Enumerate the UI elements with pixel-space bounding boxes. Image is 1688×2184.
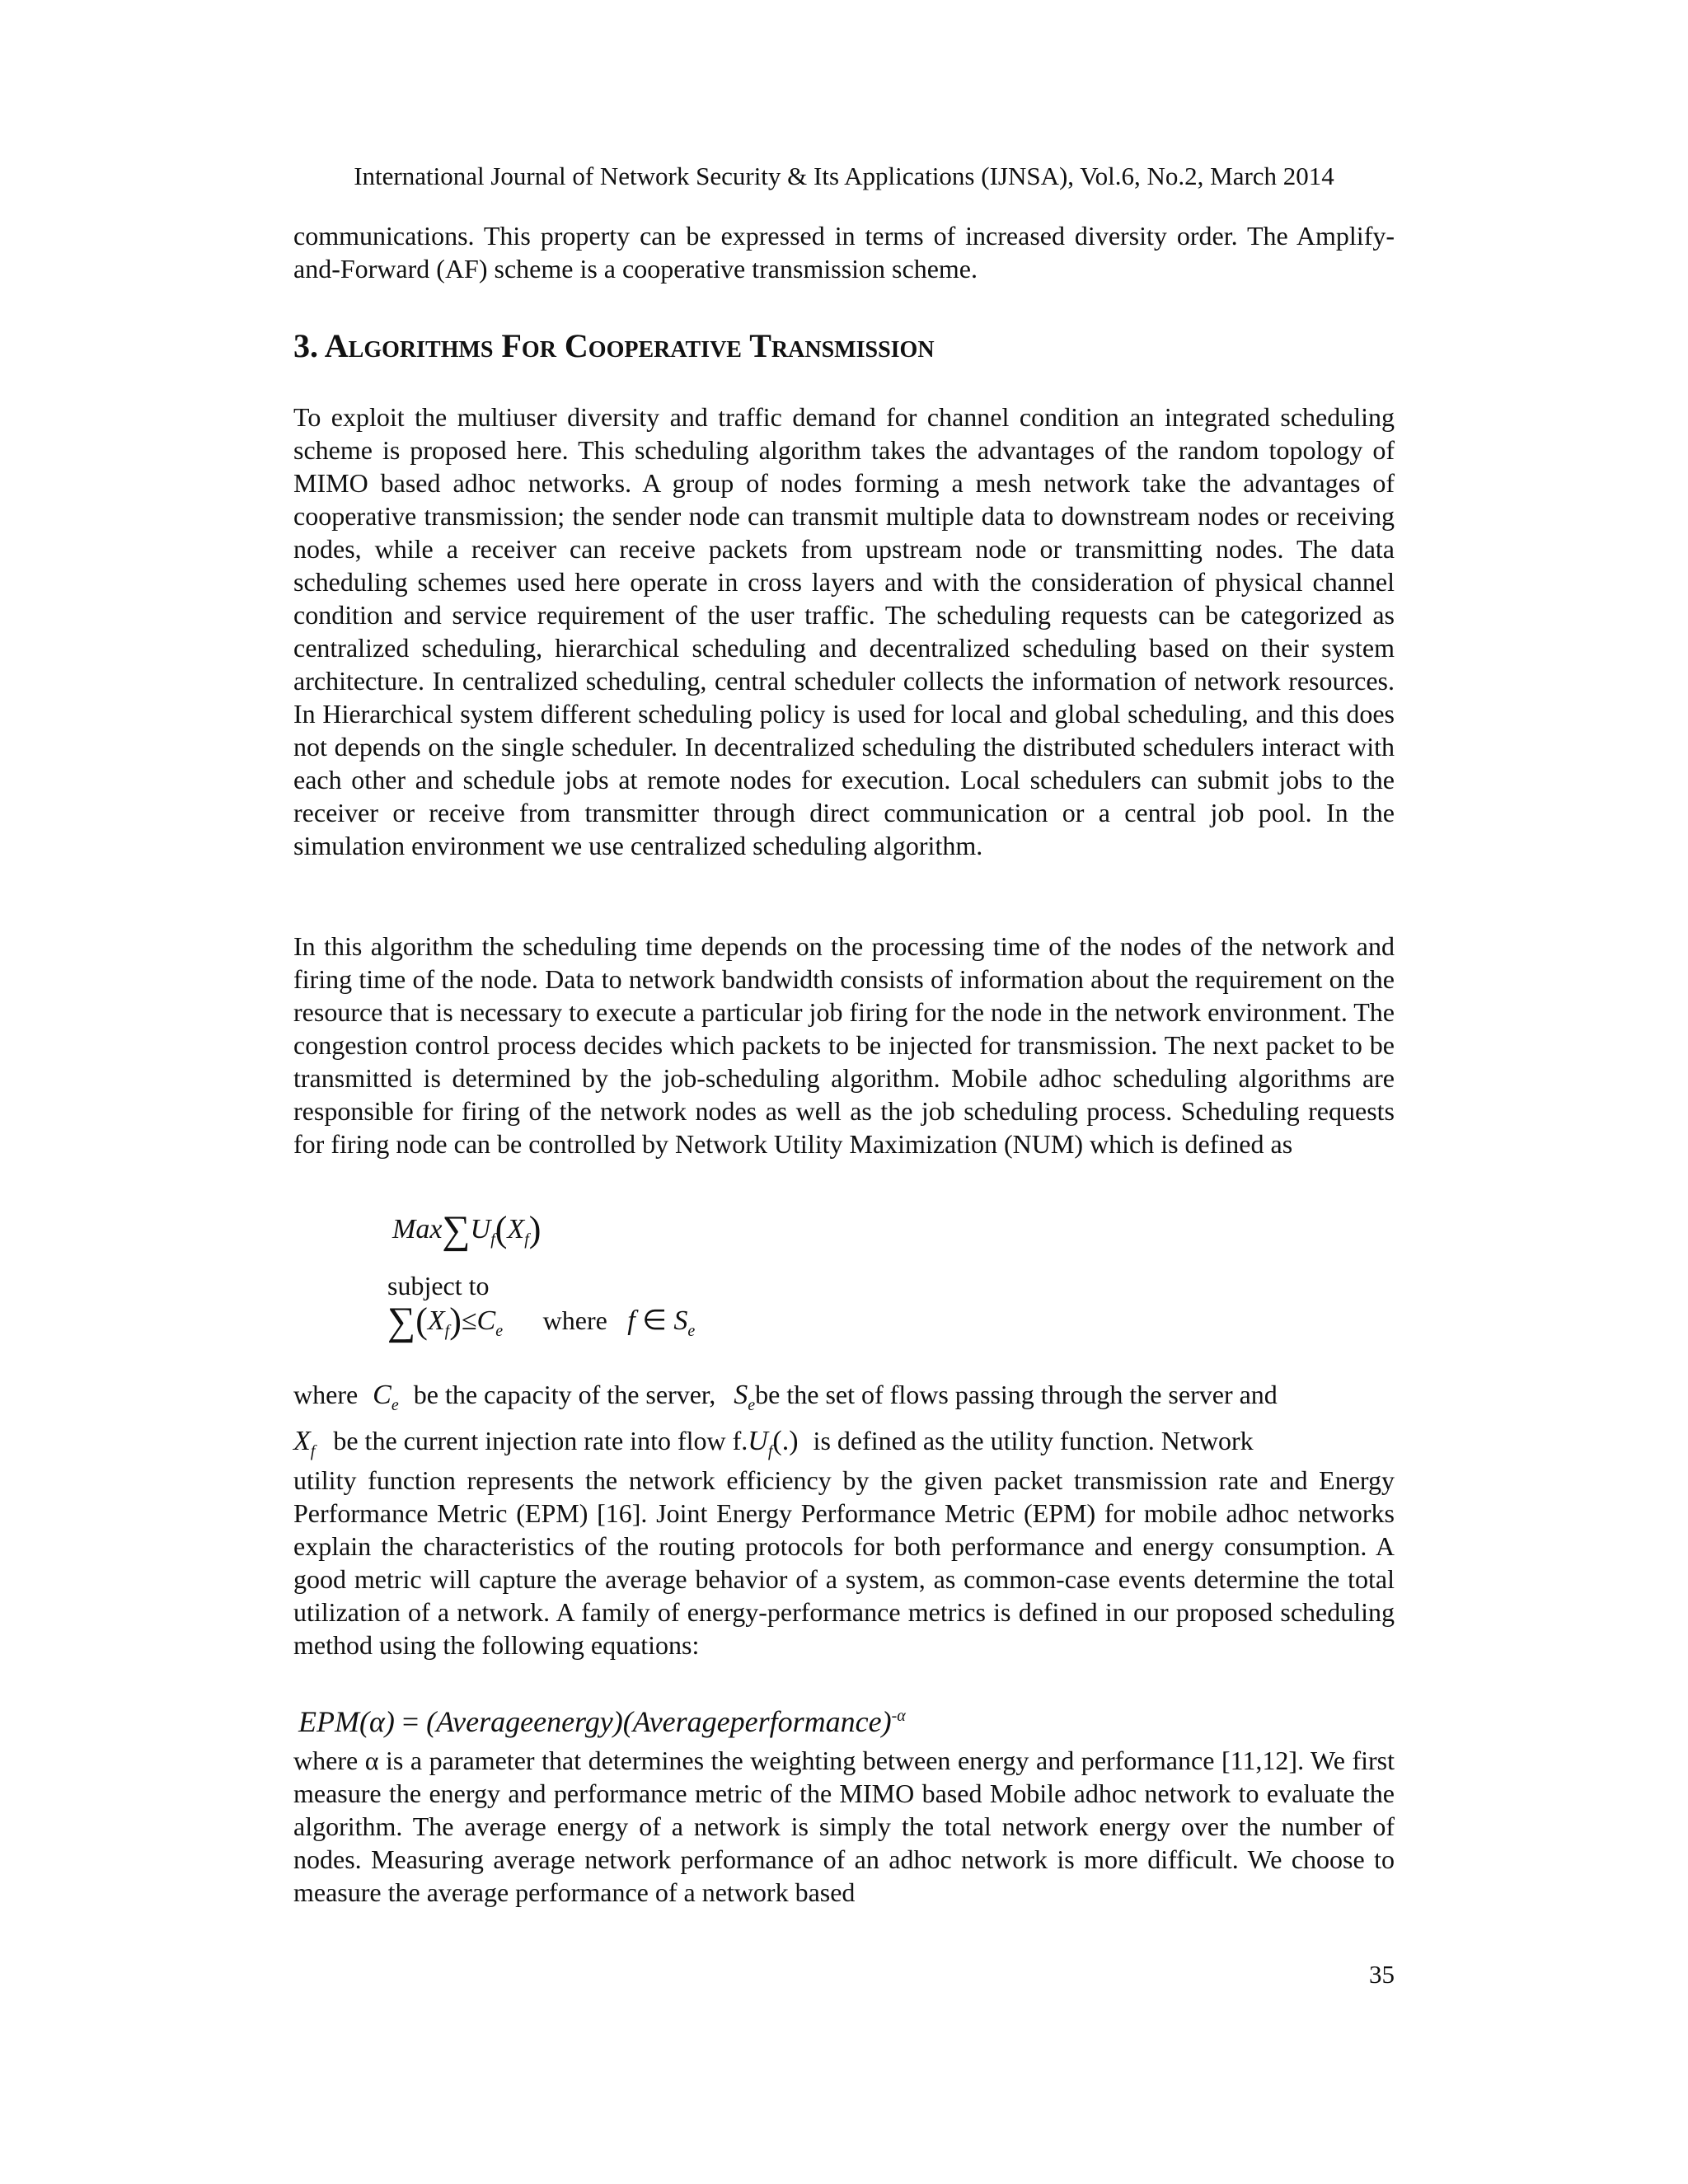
symbol-c: C (373, 1380, 392, 1410)
eq-lparen: ( (495, 1209, 508, 1249)
constraint-elem-of: ∈ (642, 1305, 667, 1336)
intro-paragraph: communications. This property can be expressed in terms of increased diversity order. The Amplify-and-Forward (AF) scheme is a cooperative transmission scheme. (293, 221, 1395, 284)
eq-sum-symbol: ∑ (442, 1208, 471, 1252)
symbol-x: X (293, 1426, 311, 1456)
paragraph-where-line-1 (293, 1378, 1395, 1422)
constraint-sub-f: f (444, 1321, 450, 1340)
symbol-u: U (748, 1426, 768, 1456)
capacity-text: be the capacity of the server, (413, 1380, 716, 1409)
symbol-s-sub: e (748, 1395, 756, 1414)
running-header: International Journal of Network Security & Its Applications (IJNSA), Vol.6, No.2, March 2014 (354, 162, 1334, 190)
constraint-s-sub-e: e (687, 1321, 696, 1340)
constraint-f: f (627, 1305, 635, 1336)
epm-lhs: EPM (298, 1705, 359, 1738)
symbol-u-sub: f (767, 1441, 773, 1460)
eq-max: Max (392, 1214, 443, 1244)
paragraph-where-line-2 (293, 1424, 1395, 1468)
symbol-c-e (373, 1380, 399, 1414)
epm-average-energy: (Averageenergy) (426, 1705, 623, 1738)
flows-text: be the set of flows passing through the server and (755, 1380, 1278, 1409)
utility-text: is defined as the utility function. Network (813, 1426, 1254, 1455)
symbol-s: S (734, 1380, 748, 1410)
eq-sub-f-2: f (524, 1230, 529, 1249)
constraint-sum-symbol: ∑ (387, 1300, 416, 1343)
page-number: 35 (1369, 1960, 1395, 1989)
constraint-lparen: ( (415, 1301, 428, 1341)
symbol-x-sub: f (310, 1441, 316, 1460)
paragraph-alpha-parameter: where α is a parameter that determines the weighting between energy and performance [11,12]. We first measure the energy and performance metric of the MIMO based Mobile adhoc network to evaluate the algorithm. The average energy of a network is simply the total network energy over the number of nodes. Measuring average network performance of an adhoc network is more difficult. We choose to measure the average performance of a network based (293, 1746, 1395, 1907)
eq-x: X (507, 1214, 525, 1244)
epm-average-performance: (Averageperformance) (622, 1705, 892, 1738)
constraint-s: S (673, 1305, 688, 1336)
section-heading: 3. Algorithms For Cooperative Transmission (293, 327, 935, 364)
equation-num-constraint (387, 1302, 695, 1349)
injection-text: be the current injection rate into flow f. (333, 1426, 748, 1455)
constraint-c: C (476, 1305, 496, 1336)
equation-epm (298, 1698, 906, 1740)
eq-rparen: ) (528, 1209, 542, 1249)
paragraph-utility-function: utility function represents the network efficiency by the given packet transmission rate and Energy Performance Metric (EPM) [16]. Joint Energy Performance Metric (EPM) for mobile adhoc networks explain the characteristics of the routing protocols for both performance and energy consumption. A good metric will capture the average behavior of a system, as common-case events determine the total utilization of a network. A family of energy-performance metrics is defined in our proposed scheduling method using the following equations: (293, 1465, 1395, 1660)
symbol-u-f (748, 1426, 799, 1460)
symbol-s-e (734, 1380, 756, 1414)
eq-sub-f: f (490, 1230, 495, 1249)
eq-u: U (470, 1214, 491, 1244)
constraint-where: where (542, 1305, 607, 1335)
equation-num-objective (392, 1208, 542, 1258)
symbol-u-arg: (.) (772, 1426, 799, 1456)
paragraph-scheduling-time: In this algorithm the scheduling time depends on the processing time of the nodes of the network and firing time of the node. Data to network bandwidth consists of information about the requirement on the resource that is necessary to execute a particular job firing for the node in the network environment. The congestion control process decides which packets to be injected for transmission. The next packet to be transmitted is determined by the job-scheduling algorithm. Mobile adhoc scheduling algorithms are responsible for firing of the network nodes as well as the job scheduling process. Scheduling requests for firing node can be controlled by Network Utility Maximization (NUM) which is defined as (293, 931, 1395, 1159)
constraint-x: X (427, 1305, 445, 1336)
constraint-leq: ≤ (461, 1305, 477, 1336)
symbol-c-sub: e (391, 1395, 399, 1414)
epm-exponent: -α (891, 1707, 906, 1725)
epm-alpha-arg: (α) (359, 1705, 395, 1738)
where-word: where (293, 1380, 359, 1409)
constraint-sub-e: e (495, 1321, 504, 1340)
epm-equals: = (401, 1705, 420, 1738)
subject-to-label: subject to (387, 1271, 490, 1301)
constraint-rparen: ) (449, 1301, 462, 1341)
paragraph-scheduling-overview: To exploit the multiuser diversity and traffic demand for channel condition an integrated scheduling scheme is proposed here. This scheduling algorithm takes the advantages of the random topology of MIMO based adhoc networks. A group of nodes forming a mesh network take the advantages of cooperative transmission; the sender node can transmit multiple data to downstream nodes or receiving nodes, while a receiver can receive packets from upstream node or transmitting nodes. The data scheduling schemes used here operate in cross layers and with the consideration of physical channel condition and service requirement of the user traffic. The scheduling requests can be categorized as centralized scheduling, hierarchical scheduling and decentralized scheduling based on their system architecture. In centralized scheduling, central scheduler collects the information of network resources. In Hierarchical system different scheduling policy is used for local and global scheduling, and this does not depends on the single scheduler. In decentralized scheduling the distributed schedulers interact with each other and schedule jobs at remote nodes for execution. Local schedulers can submit jobs to the receiver or receive from transmitter through direct communication or a central job pool. In the simulation environment we use centralized scheduling algorithm. (293, 402, 1395, 860)
symbol-x-f (293, 1426, 316, 1460)
